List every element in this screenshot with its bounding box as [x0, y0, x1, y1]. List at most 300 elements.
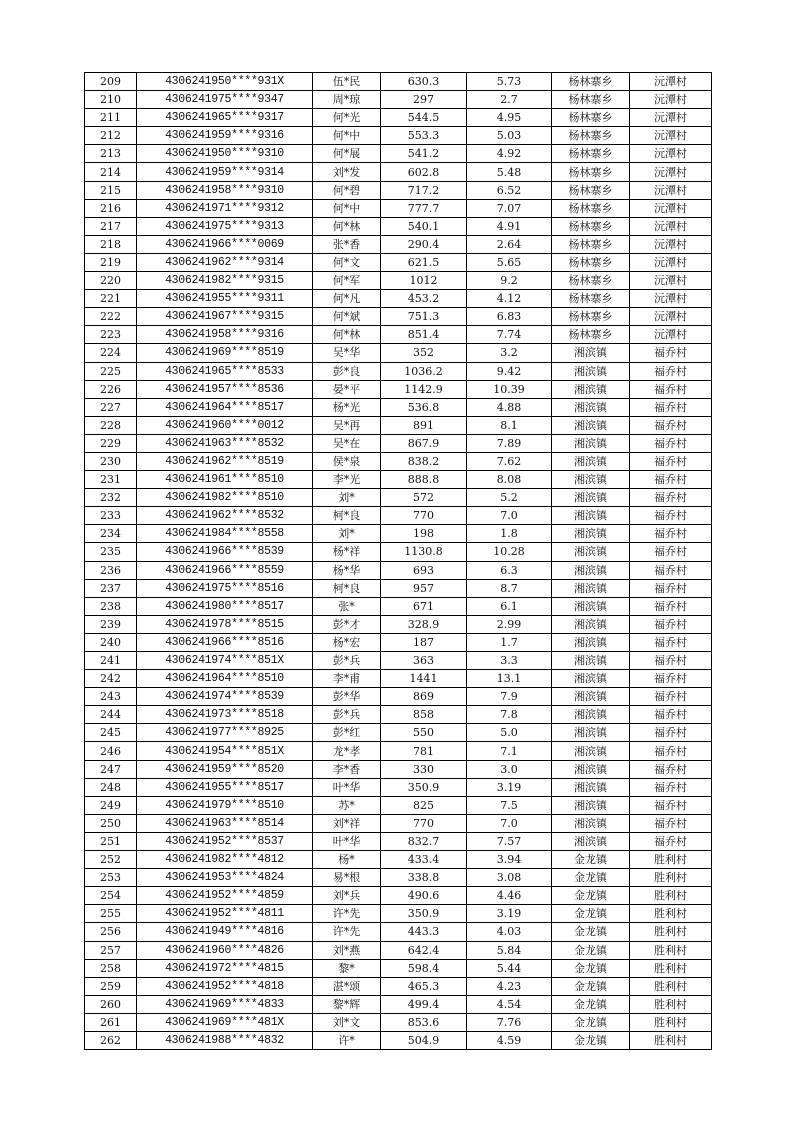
cell-row-number: 229 [85, 434, 137, 452]
cell-name: 刘* [313, 525, 381, 543]
table-row [85, 380, 712, 398]
cell-amount: 338.8 [381, 869, 467, 887]
cell-name: 李*香 [313, 760, 381, 778]
cell-quantity: 3.94 [467, 851, 552, 869]
cell-township: 湘滨镇 [552, 778, 630, 796]
cell-id-number: 4306241958****9310 [137, 181, 313, 199]
cell-township: 湘滨镇 [552, 398, 630, 416]
cell-amount: 602.8 [381, 163, 467, 181]
cell-quantity: 7.1 [467, 742, 552, 760]
cell-name: 易*根 [313, 869, 381, 887]
cell-amount: 350.9 [381, 905, 467, 923]
table-row [85, 290, 712, 308]
cell-name: 张*香 [313, 235, 381, 253]
cell-township: 金龙镇 [552, 941, 630, 959]
cell-village: 福乔村 [630, 742, 712, 760]
table-row [85, 507, 712, 525]
cell-amount: 490.6 [381, 887, 467, 905]
cell-row-number: 258 [85, 959, 137, 977]
cell-row-number: 240 [85, 633, 137, 651]
cell-township: 湘滨镇 [552, 670, 630, 688]
cell-row-number: 252 [85, 851, 137, 869]
cell-township: 杨林寨乡 [552, 199, 630, 217]
cell-amount: 504.9 [381, 1031, 467, 1049]
cell-township: 杨林寨乡 [552, 217, 630, 235]
cell-row-number: 241 [85, 652, 137, 670]
cell-row-number: 250 [85, 814, 137, 832]
cell-village: 胜利村 [630, 941, 712, 959]
cell-amount: 838.2 [381, 452, 467, 470]
cell-quantity: 3.0 [467, 760, 552, 778]
cell-id-number: 4306241964****8510 [137, 670, 313, 688]
cell-amount: 363 [381, 652, 467, 670]
cell-amount: 541.2 [381, 145, 467, 163]
cell-row-number: 212 [85, 127, 137, 145]
cell-quantity: 8.08 [467, 471, 552, 489]
table-row [85, 579, 712, 597]
cell-row-number: 217 [85, 217, 137, 235]
cell-township: 金龙镇 [552, 905, 630, 923]
cell-id-number: 4306241984****8558 [137, 525, 313, 543]
table-row [85, 416, 712, 434]
cell-amount: 1012 [381, 272, 467, 290]
cell-row-number: 239 [85, 615, 137, 633]
cell-township: 湘滨镇 [552, 796, 630, 814]
cell-township: 湘滨镇 [552, 597, 630, 615]
cell-quantity: 6.3 [467, 561, 552, 579]
cell-id-number: 4306241974****8539 [137, 688, 313, 706]
cell-name: 杨*宏 [313, 633, 381, 651]
cell-id-number: 4306241959****9316 [137, 127, 313, 145]
cell-amount: 598.4 [381, 959, 467, 977]
table-body [85, 73, 712, 1050]
cell-amount: 328.9 [381, 615, 467, 633]
cell-row-number: 237 [85, 579, 137, 597]
cell-id-number: 4306241953****4824 [137, 869, 313, 887]
cell-id-number: 4306241962****8519 [137, 452, 313, 470]
table-row [85, 217, 712, 235]
cell-township: 湘滨镇 [552, 633, 630, 651]
cell-id-number: 4306241978****8515 [137, 615, 313, 633]
cell-township: 湘滨镇 [552, 489, 630, 507]
cell-village: 沅潭村 [630, 235, 712, 253]
cell-id-number: 4306241960****0012 [137, 416, 313, 434]
cell-name: 刘*兵 [313, 887, 381, 905]
cell-quantity: 5.0 [467, 724, 552, 742]
cell-amount: 621.5 [381, 253, 467, 271]
cell-village: 胜利村 [630, 923, 712, 941]
cell-row-number: 221 [85, 290, 137, 308]
table-row [85, 326, 712, 344]
table-row [85, 887, 712, 905]
table-row [85, 851, 712, 869]
cell-village: 福乔村 [630, 561, 712, 579]
cell-row-number: 238 [85, 597, 137, 615]
cell-amount: 290.4 [381, 235, 467, 253]
cell-village: 福乔村 [630, 452, 712, 470]
cell-quantity: 5.84 [467, 941, 552, 959]
cell-name: 彭*良 [313, 362, 381, 380]
cell-quantity: 4.46 [467, 887, 552, 905]
cell-township: 湘滨镇 [552, 416, 630, 434]
cell-id-number: 4306241952****8537 [137, 832, 313, 850]
cell-row-number: 224 [85, 344, 137, 362]
cell-quantity: 5.03 [467, 127, 552, 145]
cell-row-number: 227 [85, 398, 137, 416]
cell-id-number: 4306241963****8514 [137, 814, 313, 832]
cell-id-number: 4306241950****9310 [137, 145, 313, 163]
table-row [85, 525, 712, 543]
cell-row-number: 247 [85, 760, 137, 778]
cell-quantity: 4.23 [467, 977, 552, 995]
cell-amount: 832.7 [381, 832, 467, 850]
cell-quantity: 5.73 [467, 73, 552, 91]
cell-row-number: 253 [85, 869, 137, 887]
cell-amount: 465.3 [381, 977, 467, 995]
cell-id-number: 4306241982****9315 [137, 272, 313, 290]
cell-row-number: 226 [85, 380, 137, 398]
cell-name: 刘*祥 [313, 814, 381, 832]
cell-township: 金龙镇 [552, 887, 630, 905]
cell-name: 彭*兵 [313, 706, 381, 724]
cell-village: 福乔村 [630, 489, 712, 507]
table-row [85, 272, 712, 290]
cell-name: 黎* [313, 959, 381, 977]
table-row [85, 652, 712, 670]
cell-id-number: 4306241962****8532 [137, 507, 313, 525]
cell-row-number: 235 [85, 543, 137, 561]
cell-name: 何*斌 [313, 308, 381, 326]
cell-id-number: 4306241982****4812 [137, 851, 313, 869]
cell-village: 胜利村 [630, 959, 712, 977]
cell-row-number: 233 [85, 507, 137, 525]
cell-quantity: 2.99 [467, 615, 552, 633]
cell-amount: 1036.2 [381, 362, 467, 380]
cell-name: 刘*发 [313, 163, 381, 181]
cell-name: 李*光 [313, 471, 381, 489]
table-row [85, 597, 712, 615]
table-row [85, 796, 712, 814]
cell-row-number: 220 [85, 272, 137, 290]
cell-village: 福乔村 [630, 760, 712, 778]
cell-amount: 1142.9 [381, 380, 467, 398]
cell-village: 福乔村 [630, 796, 712, 814]
cell-row-number: 243 [85, 688, 137, 706]
cell-row-number: 261 [85, 1013, 137, 1031]
cell-amount: 751.3 [381, 308, 467, 326]
cell-quantity: 4.88 [467, 398, 552, 416]
cell-amount: 433.4 [381, 851, 467, 869]
cell-quantity: 7.8 [467, 706, 552, 724]
table-row [85, 869, 712, 887]
cell-township: 湘滨镇 [552, 814, 630, 832]
cell-quantity: 1.7 [467, 633, 552, 651]
cell-amount: 1441 [381, 670, 467, 688]
cell-quantity: 7.76 [467, 1013, 552, 1031]
cell-name: 何*碧 [313, 181, 381, 199]
cell-amount: 957 [381, 579, 467, 597]
cell-name: 吴*再 [313, 416, 381, 434]
cell-township: 金龙镇 [552, 959, 630, 977]
table-row [85, 742, 712, 760]
cell-quantity: 4.92 [467, 145, 552, 163]
table-row [85, 995, 712, 1013]
cell-township: 杨林寨乡 [552, 235, 630, 253]
cell-village: 胜利村 [630, 1013, 712, 1031]
cell-village: 福乔村 [630, 344, 712, 362]
cell-township: 湘滨镇 [552, 525, 630, 543]
cell-row-number: 232 [85, 489, 137, 507]
cell-name: 李*甫 [313, 670, 381, 688]
cell-name: 何*中 [313, 127, 381, 145]
cell-amount: 1130.8 [381, 543, 467, 561]
cell-name: 何*军 [313, 272, 381, 290]
table-row [85, 145, 712, 163]
table-row [85, 724, 712, 742]
cell-amount: 671 [381, 597, 467, 615]
cell-township: 湘滨镇 [552, 652, 630, 670]
cell-row-number: 222 [85, 308, 137, 326]
subsidy-table [84, 72, 712, 1050]
cell-amount: 330 [381, 760, 467, 778]
cell-township: 杨林寨乡 [552, 272, 630, 290]
cell-village: 沅潭村 [630, 73, 712, 91]
cell-township: 杨林寨乡 [552, 181, 630, 199]
cell-name: 何*展 [313, 145, 381, 163]
cell-amount: 187 [381, 633, 467, 651]
cell-village: 福乔村 [630, 525, 712, 543]
cell-township: 杨林寨乡 [552, 163, 630, 181]
cell-amount: 544.5 [381, 109, 467, 127]
cell-id-number: 4306241977****8925 [137, 724, 313, 742]
cell-quantity: 4.54 [467, 995, 552, 1013]
cell-row-number: 262 [85, 1031, 137, 1049]
cell-amount: 630.3 [381, 73, 467, 91]
table-row [85, 163, 712, 181]
cell-amount: 499.4 [381, 995, 467, 1013]
cell-id-number: 4306241972****4815 [137, 959, 313, 977]
cell-row-number: 259 [85, 977, 137, 995]
cell-village: 沅潭村 [630, 290, 712, 308]
cell-quantity: 5.2 [467, 489, 552, 507]
cell-amount: 550 [381, 724, 467, 742]
cell-row-number: 246 [85, 742, 137, 760]
cell-row-number: 219 [85, 253, 137, 271]
cell-amount: 453.2 [381, 290, 467, 308]
table-row [85, 977, 712, 995]
cell-village: 沅潭村 [630, 253, 712, 271]
table-row [85, 959, 712, 977]
cell-township: 湘滨镇 [552, 471, 630, 489]
cell-amount: 770 [381, 507, 467, 525]
cell-village: 福乔村 [630, 814, 712, 832]
cell-row-number: 218 [85, 235, 137, 253]
table-row [85, 760, 712, 778]
cell-village: 福乔村 [630, 507, 712, 525]
cell-amount: 350.9 [381, 778, 467, 796]
cell-id-number: 4306241975****9313 [137, 217, 313, 235]
cell-id-number: 4306241966****8539 [137, 543, 313, 561]
cell-name: 刘*燕 [313, 941, 381, 959]
cell-township: 杨林寨乡 [552, 127, 630, 145]
cell-id-number: 4306241974****851X [137, 652, 313, 670]
cell-id-number: 4306241988****4832 [137, 1031, 313, 1049]
cell-township: 湘滨镇 [552, 380, 630, 398]
cell-name: 张* [313, 597, 381, 615]
cell-township: 杨林寨乡 [552, 308, 630, 326]
cell-id-number: 4306241959****8520 [137, 760, 313, 778]
cell-row-number: 251 [85, 832, 137, 850]
cell-row-number: 211 [85, 109, 137, 127]
cell-village: 福乔村 [630, 416, 712, 434]
cell-id-number: 4306241955****9311 [137, 290, 313, 308]
cell-township: 湘滨镇 [552, 452, 630, 470]
table-row [85, 181, 712, 199]
cell-id-number: 4306241959****9314 [137, 163, 313, 181]
cell-village: 沅潭村 [630, 199, 712, 217]
table-row [85, 471, 712, 489]
cell-village: 胜利村 [630, 887, 712, 905]
cell-village: 福乔村 [630, 615, 712, 633]
table-row [85, 905, 712, 923]
cell-village: 胜利村 [630, 869, 712, 887]
cell-amount: 888.8 [381, 471, 467, 489]
table-row [85, 199, 712, 217]
cell-id-number: 4306241952****4859 [137, 887, 313, 905]
table-row [85, 688, 712, 706]
cell-amount: 851.4 [381, 326, 467, 344]
cell-id-number: 4306241966****8559 [137, 561, 313, 579]
cell-village: 福乔村 [630, 670, 712, 688]
cell-village: 福乔村 [630, 633, 712, 651]
cell-name: 周*琼 [313, 91, 381, 109]
cell-village: 福乔村 [630, 706, 712, 724]
table-row [85, 561, 712, 579]
cell-township: 湘滨镇 [552, 688, 630, 706]
cell-name: 叶*华 [313, 832, 381, 850]
cell-row-number: 255 [85, 905, 137, 923]
cell-amount: 770 [381, 814, 467, 832]
table-row [85, 1031, 712, 1049]
cell-village: 沅潭村 [630, 109, 712, 127]
cell-row-number: 210 [85, 91, 137, 109]
cell-amount: 642.4 [381, 941, 467, 959]
cell-quantity: 4.91 [467, 217, 552, 235]
cell-township: 杨林寨乡 [552, 326, 630, 344]
cell-amount: 858 [381, 706, 467, 724]
cell-village: 福乔村 [630, 362, 712, 380]
cell-quantity: 8.7 [467, 579, 552, 597]
cell-id-number: 4306241955****8517 [137, 778, 313, 796]
cell-quantity: 2.7 [467, 91, 552, 109]
cell-village: 胜利村 [630, 977, 712, 995]
cell-quantity: 5.44 [467, 959, 552, 977]
cell-row-number: 216 [85, 199, 137, 217]
cell-name: 龙*孝 [313, 742, 381, 760]
table-row [85, 362, 712, 380]
cell-row-number: 230 [85, 452, 137, 470]
cell-township: 杨林寨乡 [552, 145, 630, 163]
cell-id-number: 4306241975****8516 [137, 579, 313, 597]
cell-row-number: 231 [85, 471, 137, 489]
cell-village: 沅潭村 [630, 326, 712, 344]
cell-name: 湛*颂 [313, 977, 381, 995]
cell-id-number: 4306241967****9315 [137, 308, 313, 326]
cell-id-number: 4306241954****851X [137, 742, 313, 760]
cell-township: 杨林寨乡 [552, 253, 630, 271]
cell-quantity: 4.12 [467, 290, 552, 308]
cell-id-number: 4306241950****931X [137, 73, 313, 91]
cell-village: 福乔村 [630, 652, 712, 670]
cell-township: 杨林寨乡 [552, 73, 630, 91]
cell-id-number: 4306241969****4833 [137, 995, 313, 1013]
cell-name: 许*先 [313, 905, 381, 923]
cell-amount: 869 [381, 688, 467, 706]
cell-name: 何*文 [313, 253, 381, 271]
cell-id-number: 4306241949****4816 [137, 923, 313, 941]
table-row [85, 235, 712, 253]
cell-name: 彭*华 [313, 688, 381, 706]
cell-township: 湘滨镇 [552, 579, 630, 597]
cell-village: 沅潭村 [630, 308, 712, 326]
cell-name: 杨*光 [313, 398, 381, 416]
cell-quantity: 5.48 [467, 163, 552, 181]
cell-quantity: 1.8 [467, 525, 552, 543]
cell-amount: 717.2 [381, 181, 467, 199]
cell-village: 福乔村 [630, 398, 712, 416]
cell-id-number: 4306241965****9317 [137, 109, 313, 127]
cell-quantity: 4.95 [467, 109, 552, 127]
cell-quantity: 10.39 [467, 380, 552, 398]
cell-row-number: 228 [85, 416, 137, 434]
cell-name: 何*林 [313, 326, 381, 344]
table-row [85, 308, 712, 326]
cell-row-number: 249 [85, 796, 137, 814]
cell-village: 福乔村 [630, 832, 712, 850]
cell-village: 沅潭村 [630, 91, 712, 109]
cell-row-number: 236 [85, 561, 137, 579]
table-row [85, 73, 712, 91]
table-row [85, 615, 712, 633]
cell-township: 湘滨镇 [552, 706, 630, 724]
cell-amount: 536.8 [381, 398, 467, 416]
cell-village: 胜利村 [630, 1031, 712, 1049]
table-row [85, 706, 712, 724]
cell-id-number: 4306241975****9347 [137, 91, 313, 109]
cell-row-number: 254 [85, 887, 137, 905]
cell-name: 何*中 [313, 199, 381, 217]
cell-quantity: 2.64 [467, 235, 552, 253]
cell-quantity: 3.19 [467, 905, 552, 923]
cell-village: 福乔村 [630, 471, 712, 489]
cell-name: 刘* [313, 489, 381, 507]
cell-name: 吴*华 [313, 344, 381, 362]
cell-name: 何*林 [313, 217, 381, 235]
cell-row-number: 242 [85, 670, 137, 688]
cell-name: 许*先 [313, 923, 381, 941]
cell-name: 杨*祥 [313, 543, 381, 561]
cell-id-number: 4306241962****9314 [137, 253, 313, 271]
cell-id-number: 4306241957****8536 [137, 380, 313, 398]
table-row [85, 253, 712, 271]
cell-village: 胜利村 [630, 995, 712, 1013]
cell-village: 沅潭村 [630, 145, 712, 163]
cell-quantity: 13.1 [467, 670, 552, 688]
table-row [85, 398, 712, 416]
cell-name: 彭*才 [313, 615, 381, 633]
cell-amount: 853.6 [381, 1013, 467, 1031]
cell-quantity: 6.1 [467, 597, 552, 615]
